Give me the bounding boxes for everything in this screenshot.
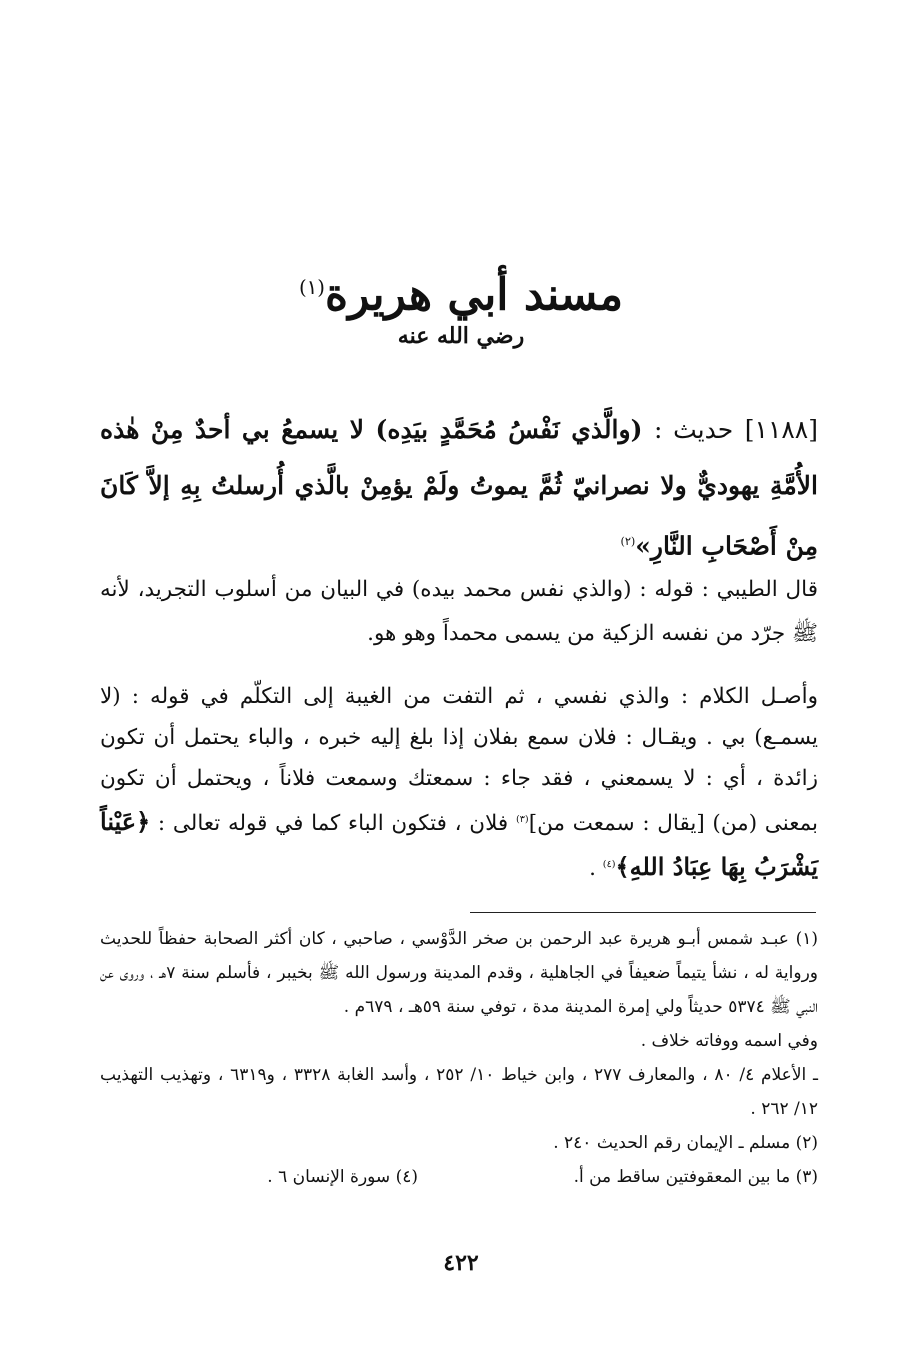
paragraph-2-text: وأصـل الكلام : والذي نفسي ، ثم التفت من الغيبة إلى التكلّم في قوله : (لا يسمـع) بي . ويقـال : فلان سمع بفلان إذا بلغ إليه خبره ، والباء يحتمل أن تكون زائدة ، أي : لا يسمعني ، فقد جاء : سمعتك وسمعت فلاناً ، ويحتمل أن تكون بمعنى (من) [يقال : سمعت من] bbox=[100, 684, 819, 837]
footnote-1-note: وفي اسمه ووفاته خلاف . bbox=[640, 1031, 818, 1051]
paragraph-2-end: . bbox=[589, 856, 603, 882]
footnote-2: (٢) مسلم ـ الإيمان رقم الحديث ٢٤٠ . bbox=[553, 1133, 818, 1153]
page-title bbox=[0, 258, 922, 326]
footnote-1: (١) عبـد شمس أبـو هريرة عبد الرحمن بن صخر الدَّوْسي ، صاحبي ، كان أكثر الصحابة حفظاً للحديث ورواية له ، نشأ يتيماً ضعيفاً في الجاهلية ، وقدم المدينة ورسول الله ﷺ بخيبر ، فأسلم سنة ٧هـ ، وروى عن النبي ﷺ ٥٣٧٤ حديثاً ولي إمرة المدينة مدة ، توفي سنة ٥٩هـ ، ٦٧٩م . bbox=[100, 929, 818, 1017]
footnote-4: (٤) سورة الإنسان ٦ . bbox=[267, 1167, 418, 1187]
footnote-marker-3: (٣) bbox=[515, 814, 529, 825]
quran-quote: ﴿عَيْناً يَشْرَبُ بِهَا عِبَادُ اللهِ﴾ bbox=[100, 807, 818, 882]
hadith-footnote-marker: (٢) bbox=[620, 535, 636, 548]
footnote-divider bbox=[470, 912, 816, 913]
page-subtitle: رضي الله عنه bbox=[397, 323, 525, 349]
commentary-paragraph-1: قال الطيبي : قوله : (والذي نفس محمد بيده) في البيان من أسلوب التجريد، لأنه ﷺ جرّد من نفسه الزكية من يسمى محمداً وهو هو. bbox=[100, 577, 818, 646]
footnotes-section bbox=[100, 922, 818, 1194]
page-number: ٤٢٢ bbox=[443, 1250, 479, 1276]
paragraph-2-continuation: فلان ، فتكون الباء كما في قوله تعالى : bbox=[150, 811, 516, 837]
hadith-label: حديث : bbox=[653, 415, 734, 444]
footnote-row bbox=[100, 1160, 818, 1194]
footnote-1-references: ـ الأعلام ٤/ ٨٠ ، والمعارف ٢٧٧ ، وابن خياط ١٠/ ٢٥٢ ، وأسد الغابة ٣٣٢٨ ، و٦٣١٩ ، وتهذيب التهذيب ١٢/ ٢٦٢ . bbox=[100, 1065, 818, 1119]
hadith-number: [١١٨٨] bbox=[744, 415, 818, 444]
footnote-marker-4: (٤) bbox=[602, 859, 616, 871]
title-text: مسند أبي هريرة bbox=[325, 269, 624, 321]
title-footnote-marker: (١) bbox=[298, 276, 326, 299]
hadith-text: (والَّذي نَفْسُ مُحَمَّدٍ بيَدِه) لا يسمعُ بي أحدٌ مِنْ هٰذه الأُمَّةِ يهوديٌّ ولا نصرانيّ ثُمَّ يموتُ ولَمْ يؤمِنْ بالَّذي أُرسلتُ بِهِ إلاَّ كَانَ مِنْ أَصْحَابِ النَّارِ» bbox=[100, 415, 818, 561]
footnote-3: (٣) ما بين المعقوفتين ساقط من أ. bbox=[573, 1167, 818, 1187]
hadith-block bbox=[100, 402, 818, 574]
commentary-paragraph-2 bbox=[100, 676, 818, 889]
